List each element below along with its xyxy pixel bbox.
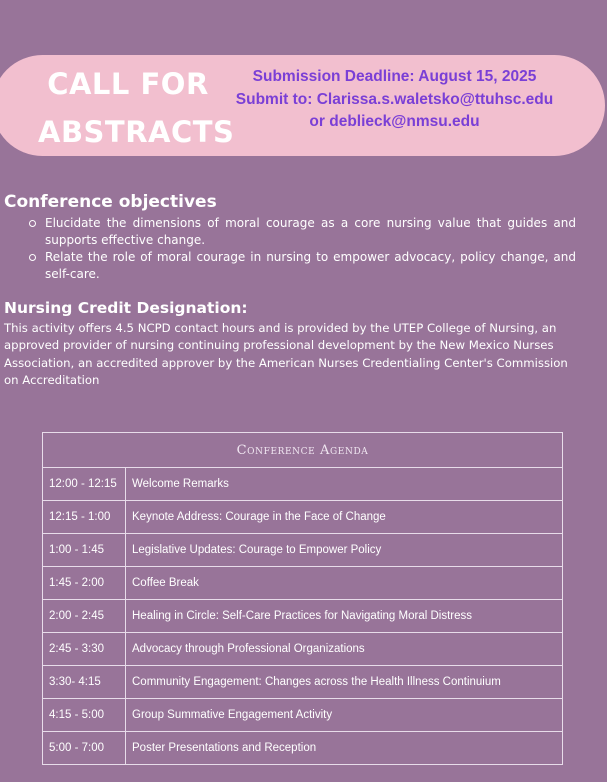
agenda-event: Poster Presentations and Reception <box>126 732 563 765</box>
agenda-event: Keynote Address: Courage in the Face of Change <box>126 501 563 534</box>
agenda-title: Conference Agenda <box>43 433 563 468</box>
credit-description: This activity offers 4.5 NCPD contact hours and is provided by the UTEP College of Nursing, an approved provider of nursing continuing professional development by the New Mexico Nurses Association, an accredited approver by the American Nurses Credentialing Center's Commission on Accreditation <box>4 321 568 387</box>
table-row <box>43 699 563 732</box>
submission-deadline: Submission Deadline: August 15, 2025 <box>252 68 537 85</box>
credit-heading: Nursing Credit Designation: <box>4 299 248 317</box>
objectives-heading: Conference objectives <box>4 192 217 212</box>
agenda-time: 12:15 - 1:00 <box>43 501 126 534</box>
table-row <box>43 468 563 501</box>
agenda-event: Community Engagement: Changes across the Health Illness Continuium <box>126 666 563 699</box>
table-row <box>43 600 563 633</box>
agenda-time: 2:00 - 2:45 <box>43 600 126 633</box>
agenda-event: Healing in Circle: Self-Care Practices for Navigating Moral Distress <box>126 600 563 633</box>
table-row <box>43 732 563 765</box>
objective-text: Relate the role of moral courage in nursing to empower advocacy, policy change, and self-care. <box>45 250 576 281</box>
circle-bullet-icon <box>29 220 36 227</box>
table-row <box>43 534 563 567</box>
objective-text: Elucidate the dimensions of moral courage as a core nursing value that guides and supports effective change. <box>45 216 576 247</box>
list-item <box>28 249 576 283</box>
agenda-time: 12:00 - 12:15 <box>43 468 126 501</box>
agenda-time: 2:45 - 3:30 <box>43 633 126 666</box>
agenda-time: 4:15 - 5:00 <box>43 699 126 732</box>
submission-info <box>222 66 567 134</box>
submit-to-line: Submit to: Clarissa.s.waletsko@ttuhsc.edu <box>235 90 554 108</box>
list-item <box>28 215 576 249</box>
agenda-event: Advocacy through Professional Organizations <box>126 633 563 666</box>
agenda-event: Welcome Remarks <box>126 468 563 501</box>
call-title-line2: ABSTRACTS <box>38 115 235 149</box>
agenda-time: 3:30- 4:15 <box>43 666 126 699</box>
agenda-event: Coffee Break <box>126 567 563 600</box>
agenda-table <box>42 432 563 765</box>
submit-alt-line: or deblieck@nmsu.edu <box>309 113 480 130</box>
agenda-event: Legislative Updates: Courage to Empower Policy <box>126 534 563 567</box>
agenda-time: 1:00 - 1:45 <box>43 534 126 567</box>
agenda-time: 5:00 - 7:00 <box>43 732 126 765</box>
call-for-abstracts-title <box>38 60 235 156</box>
call-title-line1: CALL FOR <box>47 67 209 101</box>
circle-bullet-icon <box>29 254 36 261</box>
objectives-list <box>28 215 576 283</box>
agenda-event: Group Summative Engagement Activity <box>126 699 563 732</box>
table-row <box>43 666 563 699</box>
table-row <box>43 501 563 534</box>
table-row <box>43 567 563 600</box>
table-row <box>43 633 563 666</box>
agenda-time: 1:45 - 2:00 <box>43 567 126 600</box>
